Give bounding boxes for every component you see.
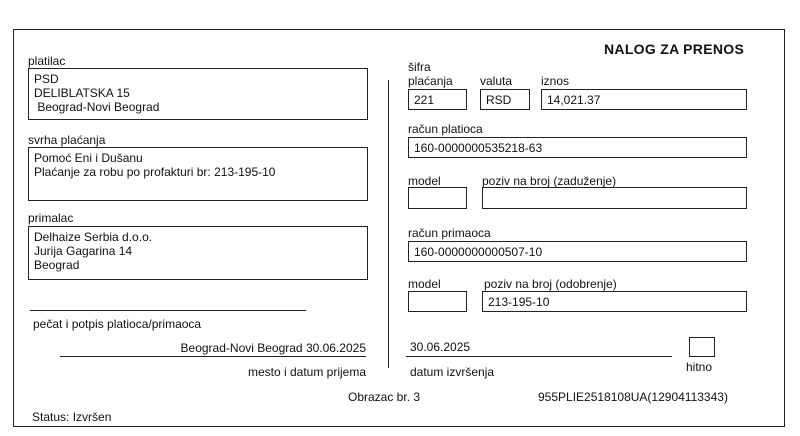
execution-date-value: 30.06.2025 (410, 340, 471, 354)
form-title: NALOG ZA PRENOS (604, 41, 745, 57)
amount-label: iznos (541, 74, 570, 88)
transaction-reference: 955PLIE2518108UA(12904113343) (538, 390, 728, 404)
recipient-line-3: Beograd (34, 258, 80, 272)
purpose-line-2: Plaćanje za robu po profakturi br: 213-195-10 (34, 165, 276, 179)
credit-model-field[interactable] (408, 291, 467, 312)
execution-date-line (406, 356, 672, 357)
purpose-label: svrha plaćanja (28, 133, 106, 147)
recipient-line-1: Delhaize Serbia d.o.o. (34, 230, 153, 244)
credit-reference-field[interactable]: 213-195-10 (482, 291, 747, 312)
recipient-field[interactable] (28, 226, 368, 280)
form-number: Obrazac br. 3 (348, 390, 421, 404)
urgent-checkbox[interactable] (689, 337, 715, 357)
debit-model-field[interactable] (408, 187, 467, 209)
place-date-label: mesto i datum prijema (247, 365, 366, 379)
payer-account-label: račun platioca (408, 122, 483, 136)
payment-code-label-2: plaćanja (408, 74, 453, 88)
purpose-field[interactable] (28, 147, 368, 201)
place-date-line (60, 356, 366, 357)
payer-label: platilac (28, 54, 66, 68)
payer-line-2: DELIBLATSKA 15 (34, 86, 130, 100)
debit-reference-label: poziv na broj (zaduženje) (482, 174, 617, 188)
payer-account-field[interactable]: 160-0000000535218-63 (408, 137, 747, 158)
column-divider (388, 80, 389, 368)
payment-code-label-1: šifra (408, 60, 431, 74)
recipient-label: primalac (28, 211, 74, 225)
recipient-account-label: račun primaoca (408, 226, 491, 240)
signature-label: pečat i potpis platioca/primaoca (33, 317, 202, 331)
urgent-label: hitno (686, 360, 713, 374)
recipient-line-2: Jurija Gagarina 14 (34, 244, 133, 258)
payer-line-3: Beograd-Novi Beograd (34, 100, 160, 114)
currency-label: valuta (480, 74, 513, 88)
debit-model-label: model (408, 174, 441, 188)
status-text: Status: Izvršen (32, 410, 112, 424)
payer-field[interactable] (28, 68, 368, 120)
currency-field[interactable]: RSD (480, 89, 530, 110)
place-date-value: Beograd-Novi Beograd 30.06.2025 (180, 341, 366, 355)
execution-date-label: datum izvršenja (410, 365, 495, 379)
purpose-line-1: Pomoć Eni i Dušanu (34, 151, 143, 165)
credit-reference-label: poziv na broj (odobrenje) (484, 277, 617, 291)
payer-line-1: PSD (34, 72, 59, 86)
recipient-account-field[interactable]: 160-0000000000507-10 (408, 241, 747, 262)
payment-code-field[interactable]: 221 (408, 89, 467, 110)
debit-reference-field[interactable] (482, 187, 747, 209)
amount-field[interactable]: 14,021.37 (541, 89, 747, 110)
credit-model-label: model (408, 277, 441, 291)
signature-line (30, 310, 306, 311)
